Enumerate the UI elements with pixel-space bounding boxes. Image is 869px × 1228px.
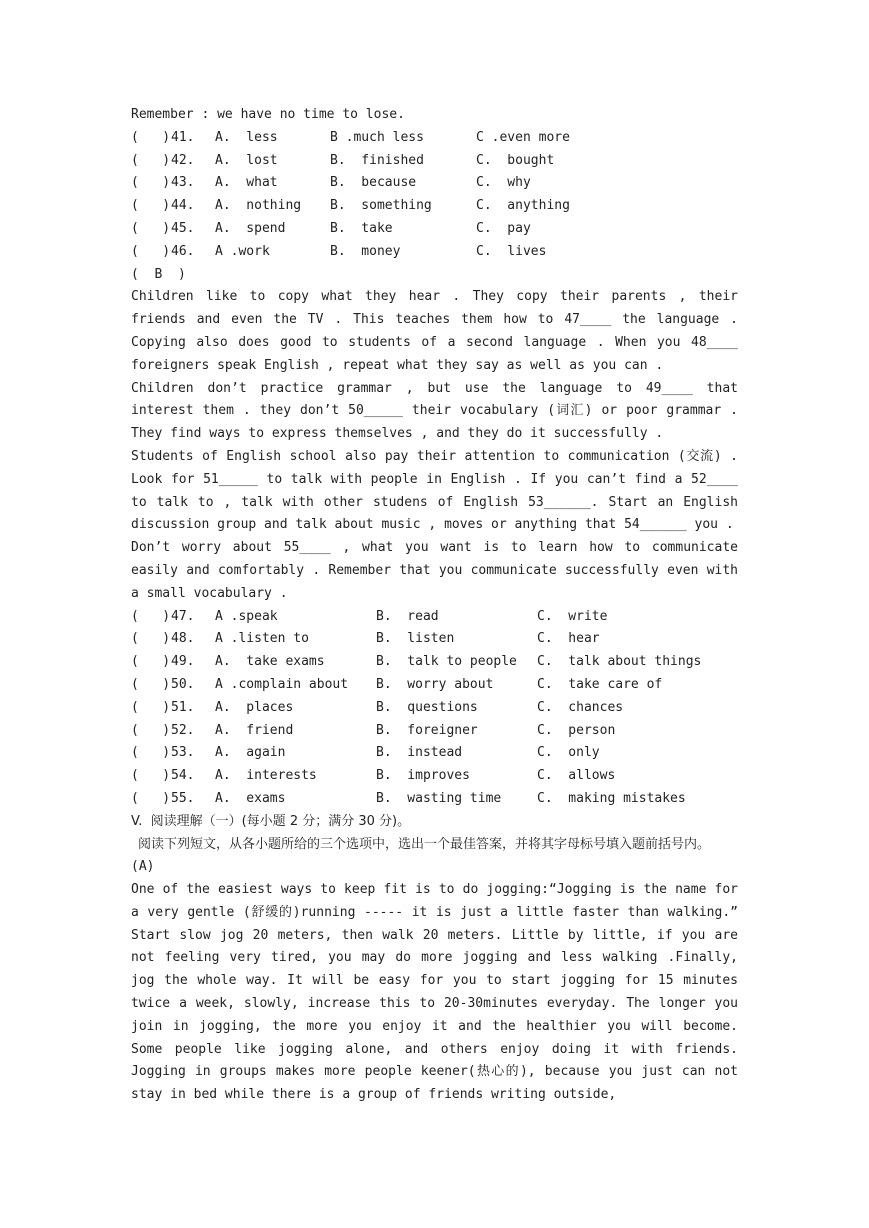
option-b: B. because	[330, 175, 417, 191]
option-b: B .much less	[330, 129, 424, 145]
option-c: C. hear	[537, 631, 600, 647]
answer-paren: ( )	[131, 699, 171, 715]
option-c: C. pay	[476, 220, 531, 236]
option-c: C. allows	[537, 768, 616, 784]
question-number: 52.	[171, 722, 195, 738]
question-46	[131, 241, 738, 264]
answer-paren: ( )	[131, 220, 171, 236]
option-a: A. spend	[215, 220, 286, 236]
answer-paren: ( )	[131, 631, 171, 647]
option-b: B. finished	[330, 152, 424, 168]
option-a: A. exams	[215, 790, 286, 806]
option-c: C. lives	[476, 243, 547, 259]
answer-paren: ( )	[131, 175, 171, 191]
question-42	[131, 150, 738, 173]
question-number: 48.	[171, 631, 195, 647]
option-b: B. wasting time	[376, 790, 502, 806]
option-b: B. improves	[376, 768, 470, 784]
answer-paren: ( )	[131, 768, 171, 784]
question-number: 44.	[171, 198, 195, 214]
option-b: B. foreigner	[376, 722, 478, 738]
option-c: C. why	[476, 175, 531, 191]
option-a: A. less	[215, 129, 278, 145]
question-number: 46.	[171, 243, 195, 259]
question-number: 50.	[171, 676, 195, 692]
question-41	[131, 127, 738, 150]
answer-paren: ( )	[131, 198, 171, 214]
option-c: C. talk about things	[537, 654, 702, 670]
question-number: 43.	[171, 175, 195, 191]
question-55	[131, 788, 738, 811]
option-a: A. take exams	[215, 654, 325, 670]
section-b-label: ( B )	[131, 266, 186, 282]
answer-paren: ( )	[131, 722, 171, 738]
question-49	[131, 651, 738, 674]
section-v-title: V. 阅读理解（一）(每小题 2 分；满分 30 分)。	[131, 813, 411, 829]
option-c: C. chances	[537, 699, 624, 715]
option-a: A. lost	[215, 152, 278, 168]
passage-b-paragraph-3: Students of English school also pay their attention to communication (交流) . Look for 51_____ to talk with people in English . If you can’t find a 52____ to talk to , talk with other studens of English 53______. Start an English discussion group and talk about music , moves or anything that 54______ you .	[131, 448, 738, 533]
passage-b-paragraph-4: Don’t worry about 55____ , what you want is to learn how to communicate easily and comfortably . Remember that you communicate successfully even with a small vocabulary .	[131, 540, 738, 601]
question-number: 47.	[171, 608, 195, 624]
answer-paren: ( )	[131, 676, 171, 692]
question-45	[131, 218, 738, 241]
intro-line: Remember : we have no time to lose.	[131, 107, 405, 122]
question-number: 49.	[171, 654, 195, 670]
option-b: B. worry about	[376, 676, 494, 692]
option-a: A. friend	[215, 722, 294, 738]
option-a: A. interests	[215, 768, 317, 784]
question-number: 42.	[171, 152, 195, 168]
option-c: C. bought	[476, 152, 555, 168]
option-b: B. take	[330, 220, 393, 236]
section-v-instructions: 阅读下列短文，从各小题所给的三个选项中，选出一个最佳答案，并将其字母标号填入题前括号内。	[138, 836, 711, 852]
option-b: B. read	[376, 608, 439, 624]
passage-b-paragraph-1: Children like to copy what they hear . They copy their parents , their friends and even the TV . This teaches them how to 47____ the language . Copying also does good to students of a second language . When you 48____ foreigners speak English , repeat what they say as well as you can .	[131, 289, 738, 373]
question-group-41-46	[131, 127, 738, 264]
document-content	[131, 104, 738, 1107]
question-48	[131, 628, 738, 651]
question-number: 51.	[171, 699, 195, 715]
question-51	[131, 697, 738, 720]
question-number: 55.	[171, 790, 195, 806]
option-b: B. questions	[376, 699, 478, 715]
question-50	[131, 674, 738, 697]
option-c: C. take care of	[537, 676, 663, 692]
option-c: C. person	[537, 722, 616, 738]
option-c: C. write	[537, 608, 608, 624]
option-a: A .complain about	[215, 676, 349, 692]
question-number: 53.	[171, 745, 195, 761]
question-number: 54.	[171, 768, 195, 784]
passage-a: One of the easiest ways to keep fit is to do jogging:“Jogging is the name for a very gentle (舒缓的)running ----- it is just a little faster than walking.” Start slow jog 20 meters, then walk 20 meters. Little by little, if you are not feeling very tired, you may do more jogging and less walking .Finally, jog the whole way. It will be easy for you to start jogging for 15 minutes twice a week, slowly, increase this to 20-30minutes everyday. The longer you join in jogging, the more you enjoy it and the healthier you will become. Some people like jogging alone, and others enjoy doing it with friends. Jogging in groups makes more people keener(热心的), because you just can not stay in bed while there is a group of friends writing outside,	[131, 882, 738, 1103]
passage-b-paragraph-2: Children don’t practice grammar , but use the language to 49____ that interest them . they don’t 50_____ their vocabulary (词汇) or poor grammar . They find ways to express themselves , and they do it successfully .	[131, 380, 738, 442]
answer-paren: ( )	[131, 745, 171, 761]
question-44	[131, 195, 738, 218]
answer-paren: ( )	[131, 608, 171, 624]
option-a: A .speak	[215, 608, 278, 624]
question-43	[131, 172, 738, 195]
option-c: C. anything	[476, 198, 570, 214]
option-a: A. places	[215, 699, 294, 715]
option-a: A. nothing	[215, 198, 302, 214]
answer-paren: ( )	[131, 152, 171, 168]
option-b: B. instead	[376, 745, 463, 761]
option-c: C. making mistakes	[537, 790, 686, 806]
option-a: A .listen to	[215, 631, 309, 647]
question-47	[131, 606, 738, 629]
question-group-47-55	[131, 606, 738, 811]
option-a: A .work	[215, 243, 270, 259]
answer-paren: ( )	[131, 243, 171, 259]
option-b: B. listen	[376, 631, 455, 647]
question-53	[131, 742, 738, 765]
question-number: 45.	[171, 220, 195, 236]
answer-paren: ( )	[131, 654, 171, 670]
answer-paren: ( )	[131, 129, 171, 145]
answer-paren: ( )	[131, 790, 171, 806]
question-number: 41.	[171, 129, 195, 145]
section-a-label: (A)	[131, 859, 155, 875]
question-52	[131, 720, 738, 743]
option-b: B. something	[330, 198, 432, 214]
option-a: A. again	[215, 745, 286, 761]
option-b: B. talk to people	[376, 654, 517, 670]
option-a: A. what	[215, 175, 278, 191]
option-c: C. only	[537, 745, 600, 761]
question-54	[131, 765, 738, 788]
option-b: B. money	[330, 243, 401, 259]
option-c: C .even more	[476, 129, 570, 145]
